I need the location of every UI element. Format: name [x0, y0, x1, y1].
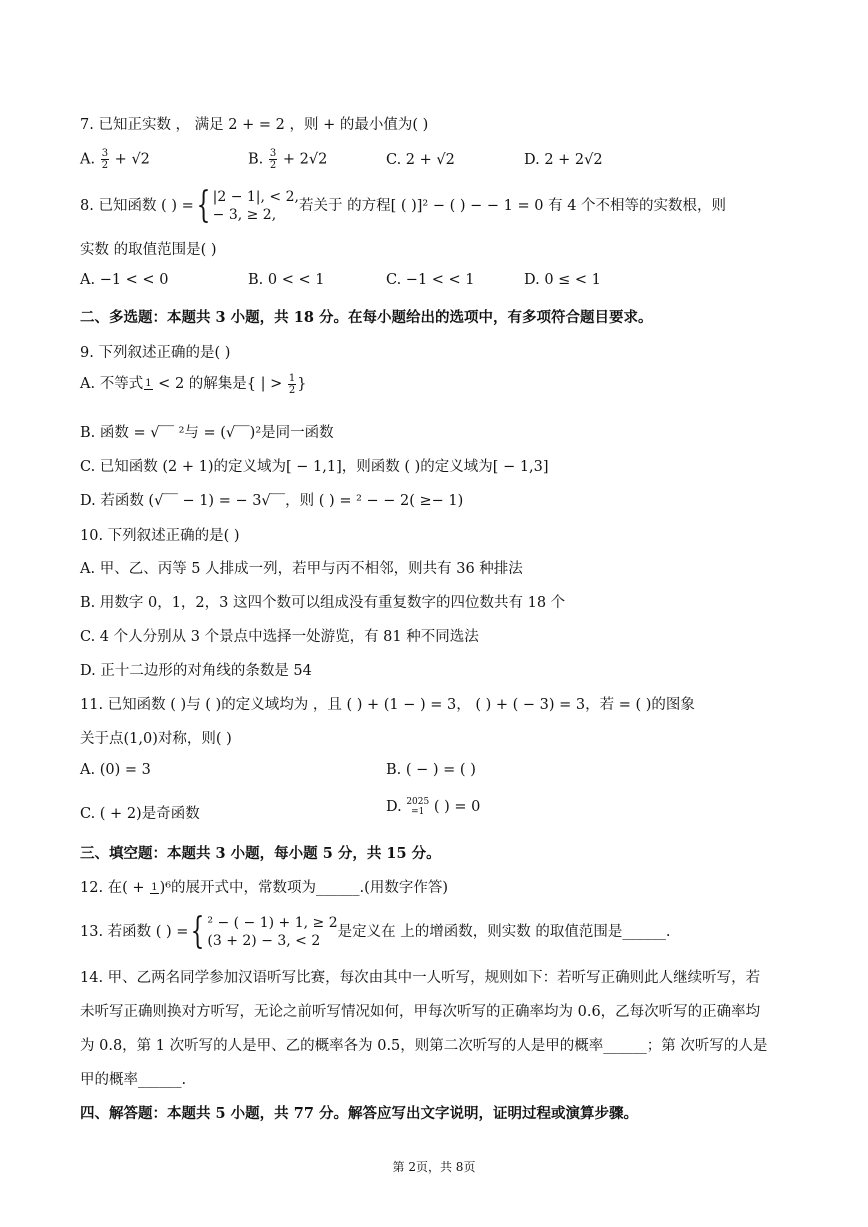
piecewise-cases: [213, 188, 299, 224]
stem-prefix: 8. 已知函数 ( ) =: [80, 198, 194, 214]
stem-suffix: )⁶的展开式中，常数项为______.(用数字作答): [159, 880, 448, 896]
question-14-line2: 未听写正确则换对方听写，无论之前听写情况如何，甲每次听写的正确率均为 0.6，乙每次听写的正确率均: [80, 1004, 761, 1020]
option-label: D.: [386, 799, 407, 815]
q7-option-a: [80, 148, 150, 171]
question-8-stem: [80, 185, 727, 226]
q11-option-b: B. ( − ) = ( ): [386, 762, 476, 778]
question-14-line3: 为 0.8，第 1 次听写的人是甲、乙的概率各为 0.5，则第二次听写的人是甲的概率______；第 次听写的人是: [80, 1038, 768, 1054]
brace: {: [191, 911, 205, 952]
question-14-line1: 14. 甲、乙两名同学参加汉语听写比赛，每次由其中一人听写，规则如下：若听写正确则此人继续听写，若: [80, 970, 761, 986]
question-9-stem: 9. 下列叙述正确的是( ): [80, 345, 231, 361]
page-footer: 第 2页，共 8页: [392, 1160, 476, 1174]
option-text: ( ) = 0: [429, 799, 481, 815]
q8-option-a: A. −1 < < 0: [80, 272, 169, 288]
question-11-stem-line2: 关于点(1,0)对称，则( ): [80, 731, 232, 747]
option-text: }: [297, 376, 307, 392]
question-7-stem: 7. 已知正实数 ， 满足 2 + = 2 ，则 + 的最小值为( ): [80, 117, 429, 133]
q11-option-d: [386, 797, 480, 817]
option-text: + 2√2: [278, 151, 328, 168]
q7-option-b: [248, 148, 327, 171]
fraction: $\frac{3}{2}$: [269, 148, 277, 171]
stem-suffix: 是定义在 上的增函数，则实数 的取值范围是______.: [337, 924, 671, 940]
question-11-stem: 11. 已知函数 ( )与 ( )的定义域均为 ，且 ( ) + (1 − ) = 3， ( ) + ( − 3) = 3，若 = ( )的图象: [80, 697, 695, 713]
stem-prefix: 13. 若函数 ( ) =: [80, 924, 189, 940]
q10-option-a: A. 甲、乙、丙等 5 人排成一列，若甲与丙不相邻，则共有 36 种排法: [80, 561, 523, 577]
q9-option-b: B. 函数 = √‾‾ ²与 = (√‾‾)²是同一函数: [80, 425, 334, 441]
option-text: + √2: [110, 151, 150, 168]
piecewise-cases: [207, 914, 337, 950]
case-1: ² − ( − 1) + 1, ≥ 2: [207, 915, 338, 931]
section-2-heading: 二、多选题：本题共 3 小题，共 18 分。在每小题给出的选项中，有多项符合题目要求。: [80, 309, 653, 326]
brace: {: [196, 185, 211, 226]
stem-suffix: 若关于 的方程[ ( )]² − ( ) − − 1 = 0 有 4 个不相等的实数根，则: [298, 198, 727, 214]
q9-option-d: D. 若函数 (√‾‾ − 1) = − 3√‾‾，则 ( ) = ² − − 2( ≥− 1): [80, 493, 464, 509]
q10-option-b: B. 用数字 0，1，2，3 这四个数可以组成没有重复数字的四位数共有 18 个: [80, 595, 566, 611]
fraction: 1: [151, 882, 158, 893]
fraction: 1: [145, 378, 152, 389]
fraction: $\frac{1}{2}$: [288, 372, 296, 396]
question-13: [80, 911, 671, 952]
section-3-heading: 三、填空题：本题共 3 小题，每小题 5 分，共 15 分。: [80, 845, 441, 862]
fraction: $\frac{3}{2}$: [101, 148, 109, 171]
q8-option-b: B. 0 < < 1: [248, 272, 325, 288]
question-10-stem: 10. 下列叙述正确的是( ): [80, 528, 240, 544]
q10-option-d: D. 正十二边形的对角线的条数是 54: [80, 663, 312, 679]
option-text: A. 不等式: [80, 376, 144, 392]
case-2: − 3, ≥ 2,: [212, 207, 277, 223]
q7-option-c: C. 2 + √2: [386, 152, 455, 168]
stem-prefix: 12. 在( +: [80, 880, 150, 896]
option-label: A.: [80, 151, 100, 168]
option-text: < 2 的解集是{ | >: [153, 376, 287, 392]
q9-option-c: C. 已知函数 (2 + 1)的定义域为[ − 1,1]，则函数 ( )的定义域为[ − 1,3]: [80, 459, 549, 475]
q9-option-a: [80, 372, 306, 396]
q11-option-a: A. (0) = 3: [80, 762, 151, 778]
q8-option-d: D. 0 ≤ < 1: [524, 272, 601, 288]
summation-limits: 2025 =1: [406, 797, 430, 817]
q11-option-c: C. ( + 2)是奇函数: [80, 806, 200, 822]
case-1: |2 − 1|, < 2,: [212, 189, 299, 205]
question-8-stem-line2: 实数 的取值范围是( ): [80, 242, 217, 258]
section-4-heading: 四、解答题：本题共 5 小题，共 77 分。解答应写出文字说明，证明过程或演算步骤。: [80, 1105, 638, 1122]
option-label: B.: [248, 151, 268, 168]
question-14-line4: 甲的概率______.: [80, 1072, 187, 1088]
q8-option-c: C. −1 < < 1: [386, 272, 475, 288]
case-2: (3 + 2) − 3, < 2: [207, 933, 321, 949]
q10-option-c: C. 4 个人分别从 3 个景点中选择一处游览，有 81 种不同选法: [80, 629, 479, 645]
question-12: [80, 876, 448, 897]
q7-option-d: D. 2 + 2√2: [524, 152, 603, 168]
